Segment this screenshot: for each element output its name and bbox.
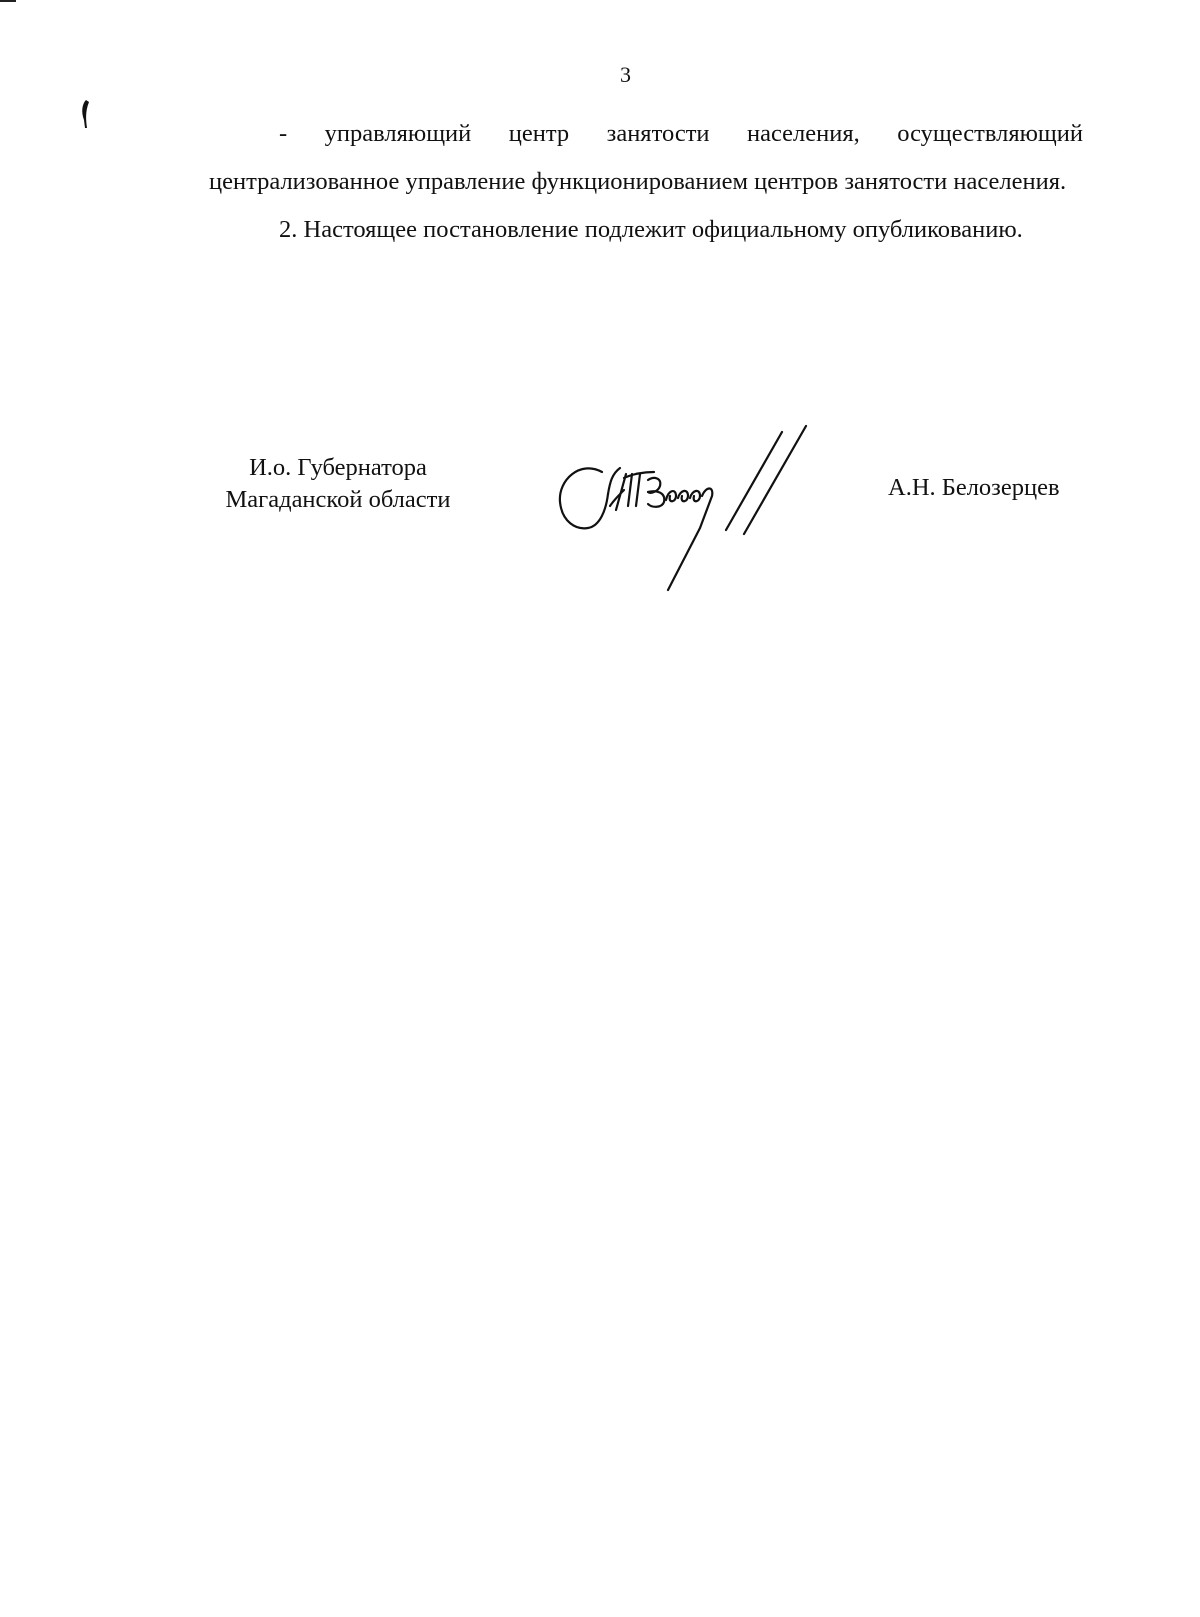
paragraph-line: населения. [953, 168, 1067, 195]
document-body [209, 110, 1083, 254]
handwritten-signature [550, 410, 850, 600]
paragraph-line: централизованное управление функционированием центров занятости [209, 168, 948, 195]
signer-title-line: Магаданской области [225, 486, 451, 513]
signer-title [208, 452, 468, 516]
paragraph-line: 2. Настоящее постановление подлежит официальному [279, 216, 847, 243]
signer-name: А.Н. Белозерцев [888, 474, 1060, 501]
page-number: 3 [620, 62, 631, 87]
paragraph-line: - управляющий центр занятости населения, осуществляющий [279, 120, 1083, 147]
paragraph-publication [209, 206, 1083, 254]
top-edge-mark [0, 0, 16, 2]
signer-title-line: И.о. Губернатора [249, 454, 427, 481]
paragraph-employment-center [209, 110, 1083, 206]
scan-artifact-mark [78, 98, 92, 130]
signature-block [0, 440, 1200, 600]
paragraph-line: опубликованию. [852, 216, 1023, 243]
